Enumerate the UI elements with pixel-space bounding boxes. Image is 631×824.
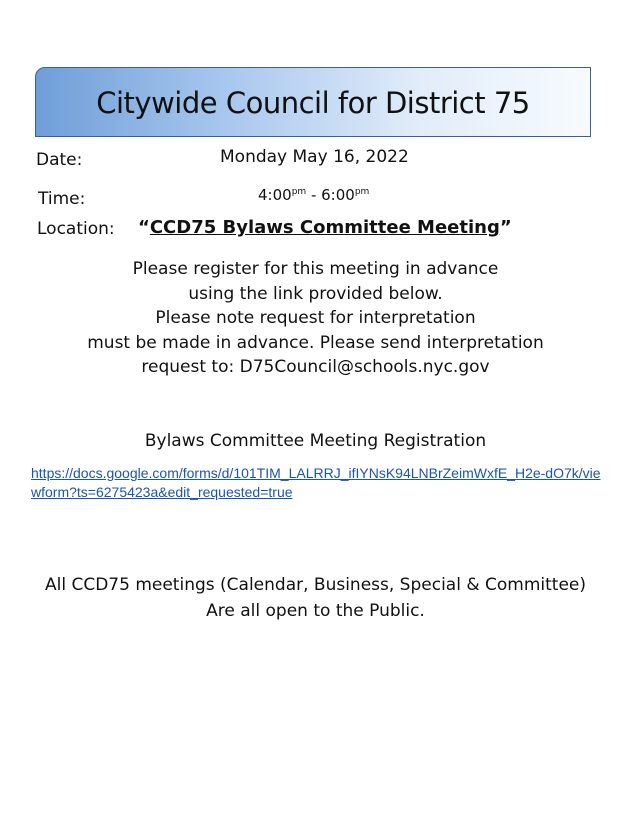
location-label: Location:	[37, 219, 115, 239]
date-value: Monday May 16, 2022	[220, 147, 409, 167]
close-quote: ”	[499, 217, 512, 238]
time-start: 4:00	[258, 186, 292, 204]
title-banner	[35, 67, 591, 137]
notice-line: must be made in advance. Please send interpretation	[87, 332, 544, 353]
notice-line: Please register for this meeting in advance	[132, 259, 499, 279]
registration-notice	[0, 257, 631, 380]
notice-line: request to: D75Council@schools.nyc.gov	[141, 357, 490, 377]
date-label: Date:	[36, 150, 83, 170]
public-notice	[0, 572, 631, 624]
notice-line: Please note request for interpretation	[155, 308, 476, 328]
footer-line-2: Are all open to the Public.	[206, 601, 425, 621]
time-end: 6:00	[321, 186, 355, 204]
time-end-suffix: pm	[354, 187, 370, 197]
time-value	[258, 186, 369, 204]
notice-line: using the link provided below.	[188, 283, 443, 304]
meeting-name-text: CCD75 Bylaws Committee Meeting	[149, 217, 500, 238]
open-quote: “	[138, 217, 150, 238]
time-start-suffix: pm	[291, 187, 307, 197]
time-separator: -	[306, 186, 322, 204]
meeting-name	[138, 217, 512, 238]
footer-line-1: All CCD75 meetings (Calendar, Business, Special & Committee)	[44, 575, 586, 595]
page-title: Citywide Council for District 75	[96, 86, 530, 120]
time-label: Time:	[38, 189, 86, 209]
registration-title: Bylaws Committee Meeting Registration	[144, 431, 487, 451]
registration-link[interactable]: https://docs.google.com/forms/d/101TIM_LALRRJ_ifIYNsK94LNBrZeimWxfE_H2e-dO7k/viewform?ts=6275423a&edit_requested=true	[31, 465, 601, 500]
